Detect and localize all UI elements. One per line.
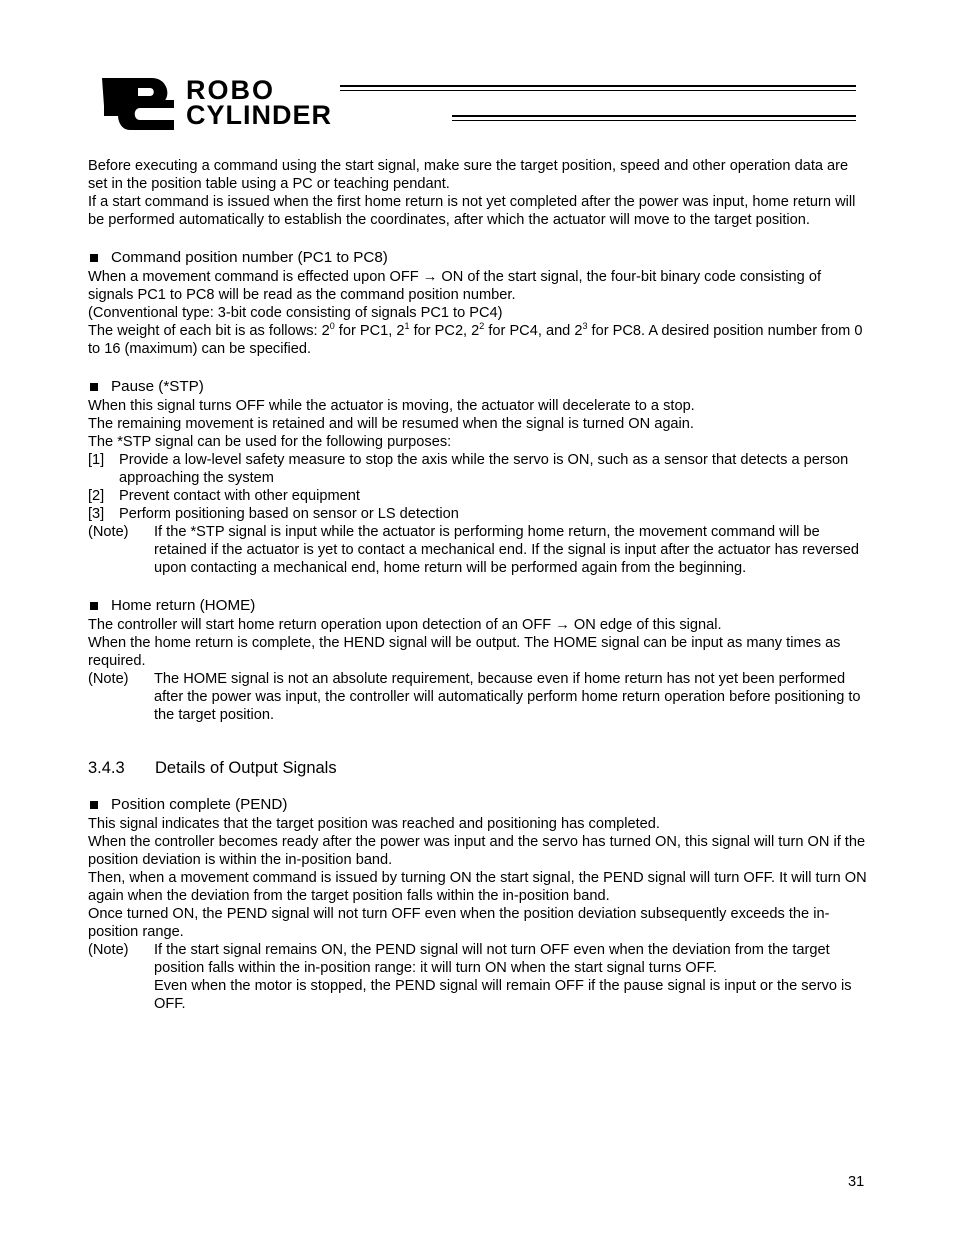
pend-text-3: Then, when a movement command is issued by turning ON the start signal, the PEND signal will turn OFF. It will turn ON again when the deviation from the target position falls within the in-position band. xyxy=(88,870,867,904)
list-item: [3] Perform positioning based on sensor or LS detection xyxy=(88,506,459,522)
square-bullet-icon xyxy=(90,383,98,391)
heading-pause: Pause (*STP) xyxy=(88,378,868,396)
pend-text-2: When the controller becomes ready after the power was input and the servo has turned ON, this signal will turn ON if the position deviation is within the in-position band. xyxy=(88,834,866,868)
section-heading-output-signals: 3.4.3 Details of Output Signals xyxy=(88,759,337,777)
page-body xyxy=(88,157,868,1013)
pend-text-1: This signal indicates that the target position was reached and positioning has completed. xyxy=(88,816,660,832)
home-note: (Note) The HOME signal is not an absolute requirement, because even if home return has not yet been performed after the power was input, the controller will automatically perform home return operation before positioning to the target position. xyxy=(88,671,861,723)
pause-text-1: When this signal turns OFF while the actuator is moving, the actuator will decelerate to a stop. xyxy=(88,398,695,414)
home-text-1: The controller will start home return operation upon detection of an OFF → ON edge of this signal. xyxy=(88,617,722,633)
pause-note: (Note) If the *STP signal is input while the actuator is performing home return, the movement command will be retained if the actuator is yet to contact a mechanical end. If the signal is input after the actuator has reversed upon contacting a mechanical end, home return will be performed again from the beginning. xyxy=(88,524,859,576)
cmd-position-text-2: (Conventional type: 3-bit code consisting of signals PC1 to PC4) xyxy=(88,305,503,321)
intro-paragraph-1: Before executing a command using the start signal, make sure the target position, speed and other operation data are set in the position table using a PC or teaching pendant. xyxy=(88,158,849,192)
intro-paragraph-2: If a start command is issued when the first home return is not yet completed after the power was input, home return will be performed automatically to establish the coordinates, after which the actuator will move to the target position. xyxy=(88,194,856,228)
pend-note: (Note) If the start signal remains ON, the PEND signal will not turn OFF even when the deviation from the target position falls within the in-position range: it will turn ON when the start signal turns OFF. Even when the motor is stopped, the PEND signal will remain OFF if the pause signal is input or the servo is OFF. xyxy=(88,942,852,1012)
header-rule-top-2 xyxy=(340,90,856,91)
cmd-position-text-1: When a movement command is effected upon OFF → ON of the start signal, the four-bit binary code consisting of signals PC1 to PC8 will be read as the command position number. xyxy=(88,269,822,303)
list-item: [1] Provide a low-level safety measure to stop the axis while the servo is ON, such as a sensor that detects a person approaching the system xyxy=(88,452,849,486)
logo-line-1: ROBO xyxy=(186,75,275,105)
header-rule-bottom-2 xyxy=(452,120,856,121)
pause-text-2: The remaining movement is retained and will be resumed when the signal is turned ON again. xyxy=(88,416,694,432)
square-bullet-icon xyxy=(90,254,98,262)
list-item: [2] Prevent contact with other equipment xyxy=(88,488,360,504)
pause-text-3: The *STP signal can be used for the following purposes: xyxy=(88,434,452,450)
header-rule-top-1 xyxy=(340,85,856,87)
square-bullet-icon xyxy=(90,602,98,610)
rc-logo-mark xyxy=(100,76,180,132)
heading-position-complete: Position complete (PEND) xyxy=(88,796,868,814)
page-number: 31 xyxy=(848,1174,865,1190)
home-text-2: When the home return is complete, the HEND signal will be output. The HOME signal can be input as many times as required. xyxy=(88,635,841,669)
logo-line-2: CYLINDER xyxy=(186,100,333,130)
cmd-position-weights: The weight of each bit is as follows: $2^0$ for PC1, $2^1$ for PC2, $2^2$ for PC4, and $2^3$ for PC8. A desired position number from 0 to 16 (maximum) can be specified. xyxy=(88,321,863,357)
square-bullet-icon xyxy=(90,801,98,809)
pend-text-4: Once turned ON, the PEND signal will not turn OFF even when the position deviation subsequently exceeds the in-position range. xyxy=(88,906,830,940)
heading-home-return: Home return (HOME) xyxy=(88,597,868,615)
header-rule-bottom-1 xyxy=(452,115,856,117)
heading-command-position: Command position number (PC1 to PC8) xyxy=(88,249,868,267)
